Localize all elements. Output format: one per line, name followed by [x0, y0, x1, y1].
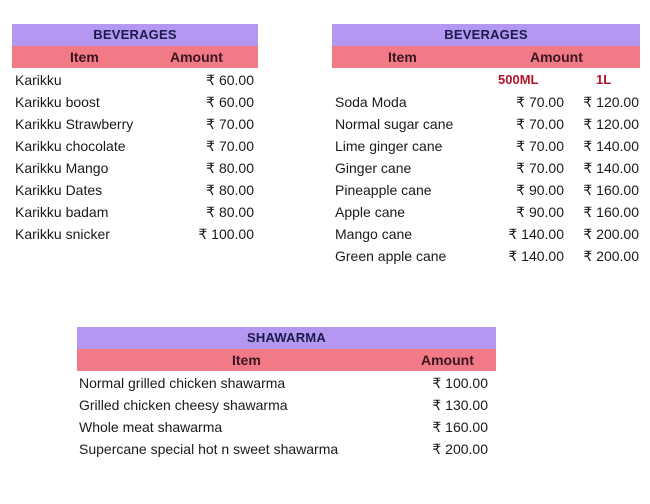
table-body	[77, 371, 496, 460]
column-header-item: Item	[388, 49, 417, 65]
table-row	[332, 201, 640, 223]
table-row	[332, 157, 640, 179]
size-subheader-row	[332, 69, 640, 91]
price-1l: ₹ 160.00	[583, 182, 639, 198]
table-row	[332, 245, 640, 267]
size-500ml-label: 500ML	[498, 72, 539, 87]
item-amount: ₹ 100.00	[432, 375, 488, 391]
table-row	[332, 179, 640, 201]
table-row	[332, 91, 640, 113]
item-amount: ₹ 80.00	[206, 204, 254, 220]
table-body	[12, 68, 258, 245]
size-1l-label: 1L	[596, 72, 612, 87]
table-row	[12, 179, 258, 201]
item-name: Lime ginger cane	[335, 138, 443, 154]
price-500ml: ₹ 90.00	[516, 182, 564, 198]
section-title: BEVERAGES	[332, 24, 640, 46]
item-name: Soda Moda	[335, 94, 407, 110]
item-name: Apple cane	[335, 204, 406, 220]
price-500ml: ₹ 70.00	[516, 160, 564, 176]
item-name: Karikku snicker	[15, 226, 110, 242]
item-name: Karikku Mango	[15, 160, 109, 176]
table-row	[12, 157, 258, 179]
table-header	[332, 46, 640, 68]
item-name: Karikku Dates	[15, 182, 103, 198]
item-name: Pineapple cane	[335, 182, 432, 198]
price-1l: ₹ 140.00	[583, 160, 639, 176]
price-500ml: ₹ 70.00	[516, 94, 564, 110]
column-header-item: Item	[70, 49, 99, 65]
item-amount: ₹ 60.00	[206, 94, 254, 110]
price-500ml: ₹ 140.00	[508, 248, 564, 264]
item-amount: ₹ 60.00	[206, 72, 254, 88]
table-header	[77, 349, 496, 371]
table-row	[332, 223, 640, 245]
item-name: Karikku chocolate	[15, 138, 126, 154]
price-500ml: ₹ 70.00	[516, 138, 564, 154]
price-1l: ₹ 120.00	[583, 94, 639, 110]
table-row	[77, 372, 496, 394]
item-name: Normal sugar cane	[335, 116, 454, 132]
price-500ml: ₹ 90.00	[516, 204, 564, 220]
table-row	[77, 394, 496, 416]
table-row	[77, 416, 496, 438]
table-row	[12, 201, 258, 223]
item-name: Normal grilled chicken shawarma	[79, 375, 286, 391]
item-name: Whole meat shawarma	[79, 419, 223, 435]
item-amount: ₹ 100.00	[198, 226, 254, 242]
column-header-amount: Amount	[170, 49, 223, 65]
price-1l: ₹ 160.00	[583, 204, 639, 220]
beverages-menu-right	[332, 24, 640, 267]
table-header	[12, 46, 258, 68]
table-row	[12, 223, 258, 245]
item-name: Karikku Strawberry	[15, 116, 134, 132]
table-body	[332, 68, 640, 267]
item-amount: ₹ 70.00	[206, 116, 254, 132]
item-amount: ₹ 80.00	[206, 160, 254, 176]
item-name: Karikku	[15, 72, 62, 88]
item-name: Supercane special hot n sweet shawarma	[79, 441, 339, 457]
item-amount: ₹ 130.00	[432, 397, 488, 413]
item-name: Mango cane	[335, 226, 413, 242]
item-name: Grilled chicken cheesy shawarma	[79, 397, 288, 413]
shawarma-menu	[77, 327, 496, 460]
table-row	[12, 113, 258, 135]
section-title: BEVERAGES	[12, 24, 258, 46]
column-header-item: Item	[232, 352, 261, 368]
price-1l: ₹ 200.00	[583, 248, 639, 264]
price-1l: ₹ 200.00	[583, 226, 639, 242]
table-row	[12, 135, 258, 157]
table-row	[332, 113, 640, 135]
item-name: Green apple cane	[335, 248, 447, 264]
price-500ml: ₹ 140.00	[508, 226, 564, 242]
table-row	[332, 135, 640, 157]
section-title: SHAWARMA	[77, 327, 496, 349]
item-name: Karikku boost	[15, 94, 100, 110]
item-amount: ₹ 200.00	[432, 441, 488, 457]
beverages-menu-left	[12, 24, 258, 245]
column-header-amount: Amount	[421, 352, 474, 368]
table-row	[77, 438, 496, 460]
table-row	[12, 69, 258, 91]
item-amount: ₹ 70.00	[206, 138, 254, 154]
price-500ml: ₹ 70.00	[516, 116, 564, 132]
price-1l: ₹ 140.00	[583, 138, 639, 154]
item-amount: ₹ 80.00	[206, 182, 254, 198]
item-amount: ₹ 160.00	[432, 419, 488, 435]
item-name: Karikku badam	[15, 204, 109, 220]
item-name: Ginger cane	[335, 160, 412, 176]
price-1l: ₹ 120.00	[583, 116, 639, 132]
column-header-amount: Amount	[530, 49, 583, 65]
table-row	[12, 91, 258, 113]
